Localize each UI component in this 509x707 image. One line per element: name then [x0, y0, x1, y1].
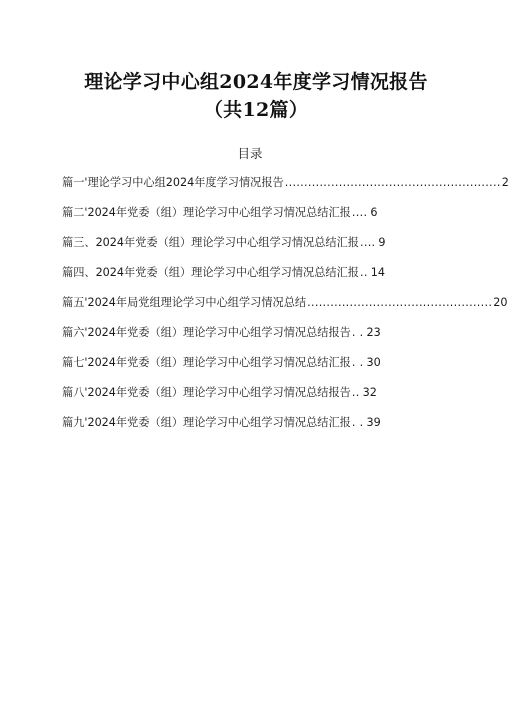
toc-entry-label: 篇一'理论学习中心组2024年度学习情况报告 [62, 176, 284, 189]
toc-entry-label: 篇二'2024年党委（组）理论学习中心组学习情况总结汇报 [62, 206, 351, 219]
toc-page-number: 23 [366, 326, 381, 339]
toc-entry[interactable] [62, 414, 452, 444]
toc-entry-label: 篇七'2024年党委（组）理论学习中心组学习情况总结汇报 [62, 356, 351, 369]
toc-page-number: 9 [378, 236, 386, 249]
toc-leader-dots: . . [351, 416, 364, 429]
table-of-contents [62, 174, 509, 444]
toc-entry-label: 篇四、2024年党委（组）理论学习中心组学习情况总结汇报 [62, 266, 359, 279]
toc-entry[interactable] [62, 234, 452, 264]
toc-leader-dots: ................................................ [307, 296, 493, 309]
toc-entry[interactable] [62, 204, 452, 234]
toc-entry-label: 篇八'2024年党委（组）理论学习中心组学习情况总结报告 [62, 386, 351, 399]
toc-entry-label: 篇九'2024年党委（组）理论学习中心组学习情况总结汇报 [62, 416, 351, 429]
toc-leader-dots: . . [351, 356, 364, 369]
toc-page-number: 32 [362, 386, 377, 399]
toc-entry[interactable] [62, 294, 508, 324]
toc-entry[interactable] [62, 264, 452, 294]
toc-page-number: 39 [366, 416, 381, 429]
toc-leader-dots: .... [359, 236, 376, 249]
toc-entry-label: 篇三、2024年党委（组）理论学习中心组学习情况总结汇报 [62, 236, 359, 249]
toc-leader-dots: .. [351, 386, 360, 399]
toc-leader-dots: .. [359, 266, 368, 279]
toc-entry[interactable] [62, 384, 452, 414]
toc-entry[interactable] [62, 354, 452, 384]
document-title: 理论学习中心组2024年度学习情况报告（共12篇） [84, 71, 428, 121]
toc-entry[interactable] [62, 174, 509, 204]
toc-page-number: 2 [501, 176, 509, 189]
toc-page-number: 30 [366, 356, 381, 369]
toc-leader-dots: . . [351, 326, 364, 339]
toc-entry-label: 篇五'2024年局党组理论学习中心组学习情况总结 [62, 296, 307, 309]
toc-heading: 目录 [237, 146, 263, 161]
toc-entry[interactable] [62, 324, 452, 354]
toc-leader-dots: .... [351, 206, 368, 219]
toc-entry-label: 篇六'2024年党委（组）理论学习中心组学习情况总结报告 [62, 326, 351, 339]
toc-page-number: 6 [370, 206, 378, 219]
toc-page-number: 20 [493, 296, 508, 309]
toc-leader-dots: ........................................................ [284, 176, 501, 189]
toc-page-number: 14 [370, 266, 385, 279]
